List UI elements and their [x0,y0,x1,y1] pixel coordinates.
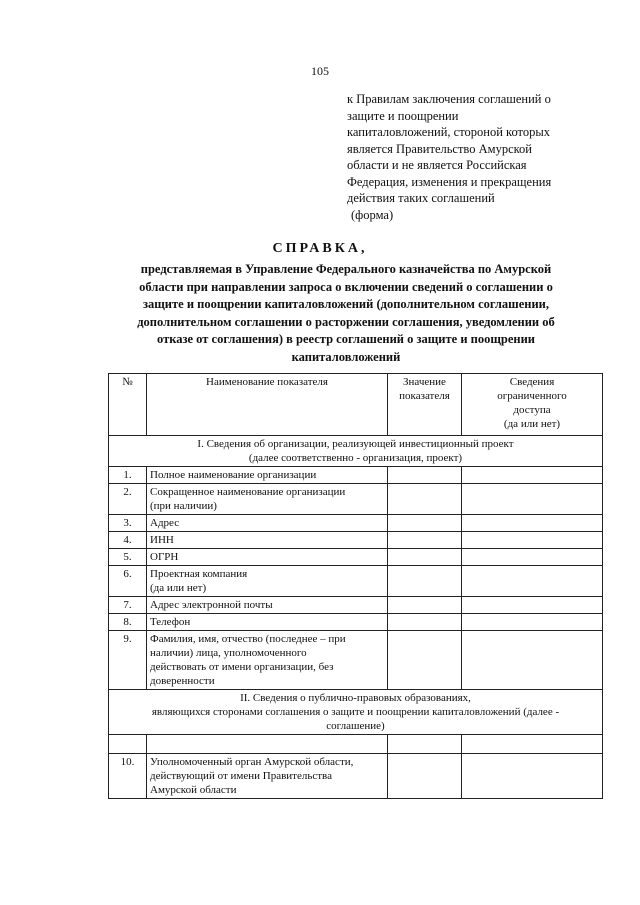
row-name [147,597,388,614]
row-name [147,549,388,566]
header-line: является Правительство Амурской [347,141,532,156]
header-value-line: Значение [403,376,446,388]
header-name: Наименование показателя [147,374,388,436]
table-row [109,484,603,515]
header-restricted-line: ограниченного [497,390,567,402]
header-value [388,374,462,436]
row-name [147,614,388,631]
empty-cell [388,735,462,754]
row-value-cell[interactable] [388,532,462,549]
row-name-line: (да или нет) [150,582,207,594]
section-row-2 [109,690,603,735]
row-value-cell[interactable] [388,614,462,631]
header-line: капиталовложений, стороной которых [347,125,550,139]
row-name [147,515,388,532]
table-row [109,631,603,690]
row-name-line: наличии) лица, уполномоченного [150,647,307,659]
row-value-cell[interactable] [388,467,462,484]
header-line: к Правилам заключения соглашений о [347,92,551,106]
row-restricted-cell[interactable] [462,597,603,614]
subtitle-line: отказе от соглашения) в реестр соглашений о защите и поощрении [156,332,536,346]
subtitle-line: дополнительном соглашении о расторжении соглашения, уведомлении об [137,314,555,329]
row-name-line: Амурской области [150,784,237,796]
row-num: 1. [109,467,147,484]
header-restricted-line: доступа [513,404,551,416]
header-restricted-line: Сведения [509,376,555,388]
subtitle-line: представляемая в Управление Федерального казначейства по Амурской [140,262,552,276]
row-restricted-cell[interactable] [462,566,603,597]
row-name-line: Проектная компания [150,568,248,580]
row-restricted-cell[interactable] [462,614,603,631]
document-subtitle [96,261,596,366]
row-value-cell[interactable] [388,549,462,566]
row-name-line: Телефон [150,616,191,628]
empty-cell [147,735,388,754]
header-restricted [462,374,603,436]
row-name-line: ОГРН [150,551,179,563]
header-line: действия таких соглашений [347,191,495,205]
row-name-line: Адрес электронной почты [150,599,273,611]
empty-cell [109,735,147,754]
document-title: СПРАВКА, [272,241,368,256]
row-num: 4. [109,532,147,549]
row-value-cell[interactable] [388,484,462,515]
row-num: 10. [109,754,147,799]
table-row [109,754,603,799]
table-row [109,532,603,549]
row-value-cell[interactable] [388,515,462,532]
section-row-1 [109,436,603,467]
row-name [147,484,388,515]
table-row [109,515,603,532]
subtitle-line: области при направлении запроса о включении сведений о соглашении о [139,279,553,294]
row-name-line: Фамилия, имя, отчество (последнее – при [150,633,346,645]
indicators-table [108,373,603,799]
row-value-cell[interactable] [388,597,462,614]
empty-cell [462,735,603,754]
row-name-line: Полное наименование организации [150,469,317,481]
row-num: 7. [109,597,147,614]
row-restricted-cell[interactable] [462,549,603,566]
table-row [109,566,603,597]
row-name-line: доверенности [150,675,215,687]
row-name [147,566,388,597]
row-value-cell[interactable] [388,631,462,690]
row-name-line: Сокращенное наименование организации [150,486,346,498]
row-name-line: действовать от имени организации, без [150,661,334,673]
row-restricted-cell[interactable] [462,532,603,549]
header-num: № [109,374,147,436]
form-note: (форма) [351,207,394,222]
row-num: 9. [109,631,147,690]
header-restricted-line: (да или нет) [503,418,561,430]
section-heading-line: являющихся сторонами соглашения о защите и поощрении капиталовложений (далее - [151,706,560,718]
row-num: 5. [109,549,147,566]
table-header-row [109,374,603,436]
row-name-line: (при наличии) [150,500,217,512]
row-name [147,631,388,690]
appendix-header [347,91,597,223]
page-number: 105 [311,64,329,78]
row-restricted-cell[interactable] [462,631,603,690]
section-heading [109,690,603,735]
row-restricted-cell[interactable] [462,484,603,515]
row-name [147,532,388,549]
section-heading-line: I. Сведения об организации, реализующей инвестиционный проект [197,438,514,450]
row-value-cell[interactable] [388,566,462,597]
row-name [147,754,388,799]
row-num: 2. [109,484,147,515]
section-heading-line: соглашение) [326,720,385,732]
subtitle-line: защите и поощрении капиталовложений (дополнительном соглашении, [142,297,550,311]
row-name-line: Уполномоченный орган Амурской области, [150,756,354,768]
row-num: 6. [109,566,147,597]
table-row [109,597,603,614]
header-value-line: показателя [399,390,450,402]
row-name-line: ИНН [150,534,174,546]
section-heading-line: II. Сведения о публично-правовых образованиях, [240,692,471,704]
row-num: 3. [109,515,147,532]
row-name-line: действующий от имени Правительства [150,770,332,782]
row-num: 8. [109,614,147,631]
header-line: защите и поощрении [347,108,459,123]
table-row [109,467,603,484]
section-heading [109,436,603,467]
empty-row [109,735,603,754]
table-row [109,614,603,631]
header-line: Федерация, изменения и прекращения [347,174,552,189]
row-restricted-cell[interactable] [462,515,603,532]
row-restricted-cell[interactable] [462,467,603,484]
row-name [147,467,388,484]
table-row [109,549,603,566]
header-line: области и не является Российская [347,158,527,172]
subtitle-line: капиталовложений [291,349,401,364]
row-restricted-cell[interactable] [462,754,603,799]
row-name-line: Адрес [150,517,180,529]
section-heading-line: (далее соответственно - организация, проект) [248,452,463,464]
row-value-cell[interactable] [388,754,462,799]
